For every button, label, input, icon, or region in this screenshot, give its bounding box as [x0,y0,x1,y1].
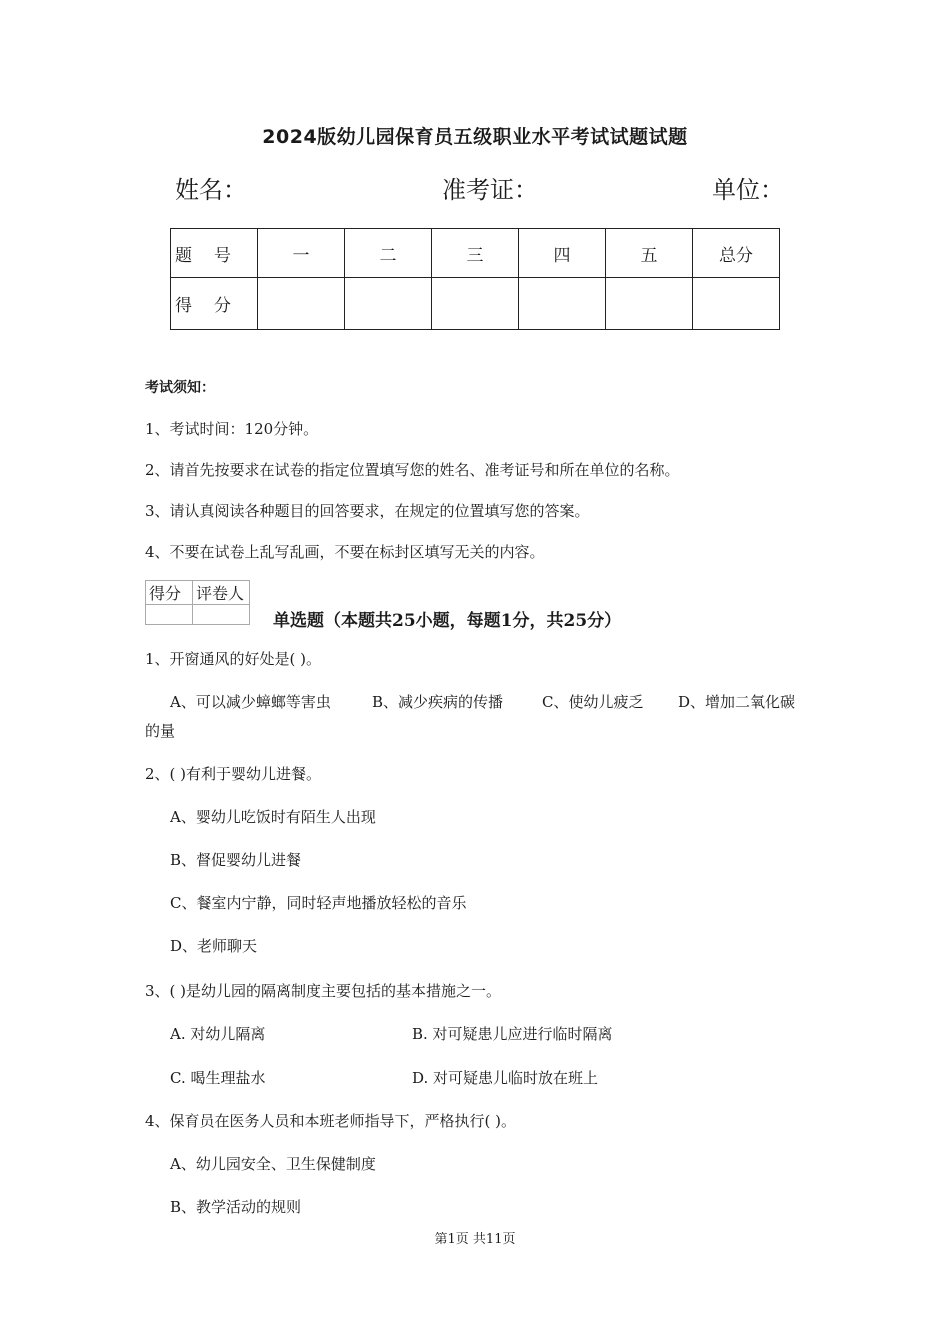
score-cell[interactable] [519,278,606,330]
question-number-label: 题号 [171,229,258,278]
grader-score-cell[interactable] [146,605,193,625]
score-table-score-row [171,278,780,330]
score-column-1: 一 [258,229,345,278]
score-cell[interactable] [258,278,345,330]
score-column-2: 二 [345,229,432,278]
question-option[interactable]: C. 喝生理盐水 [170,1069,266,1087]
question-option[interactable]: A、婴幼儿吃饭时有陌生人出现 [170,808,376,826]
question-option[interactable]: A、可以减少蟑螂等害虫 [170,693,331,711]
score-cell[interactable] [606,278,693,330]
notice-heading: 考试须知： [145,380,215,396]
question-stem: 3、( )是幼儿园的隔离制度主要包括的基本措施之一。 [145,982,502,1000]
unit-field-label: 单位： [712,176,784,204]
score-cell[interactable] [432,278,519,330]
question-option[interactable]: A、幼儿园安全、卫生保健制度 [170,1155,376,1173]
score-column-total: 总分 [693,229,780,278]
question-option[interactable]: D、老师聊天 [170,937,258,955]
question-option[interactable]: D、增加二氧化碳 [678,693,796,711]
score-cell-total[interactable] [693,278,780,330]
score-column-4: 四 [519,229,606,278]
score-column-3: 三 [432,229,519,278]
question-option[interactable]: B、督促婴幼儿进餐 [170,851,302,869]
grader-name-label: 评卷人 [193,581,250,605]
question-stem: 2、( )有利于婴幼儿进餐。 [145,765,322,783]
score-cell[interactable] [345,278,432,330]
question-option[interactable]: A. 对幼儿隔离 [170,1025,266,1043]
score-table-header-row [171,229,780,278]
question-option[interactable]: B、教学活动的规则 [170,1198,302,1216]
grader-score-label: 得分 [146,581,193,605]
score-column-5: 五 [606,229,693,278]
grader-box [145,580,250,625]
option-continuation: 的量 [145,722,176,740]
page-footer: 第1页 共11页 [434,1232,516,1247]
question-option[interactable]: B. 对可疑患儿应进行临时隔离 [412,1025,613,1043]
name-field-label: 姓名： [175,176,247,204]
notice-item: 3、请认真阅读各种题目的回答要求，在规定的位置填写您的答案。 [145,502,590,520]
score-row-label: 得分 [171,278,258,330]
question-option[interactable]: D. 对可疑患儿临时放在班上 [412,1069,599,1087]
question-option[interactable]: C、餐室内宁静，同时轻声地播放轻松的音乐 [170,894,467,912]
notice-item: 2、请首先按要求在试卷的指定位置填写您的姓名、准考证号和所在单位的名称。 [145,461,680,479]
document-title: 2024版幼儿园保育员五级职业水平考试试题试题 [262,126,688,148]
score-table [170,228,780,330]
question-option[interactable]: C、使幼儿疲乏 [542,693,644,711]
question-stem: 1、开窗通风的好处是( )。 [145,650,322,668]
section-title: 单选题（本题共25小题，每题1分，共25分） [273,611,622,631]
exam-number-field-label: 准考证： [442,176,538,204]
grader-name-cell[interactable] [193,605,250,625]
question-stem: 4、保育员在医务人员和本班老师指导下，严格执行( )。 [145,1112,517,1130]
notice-item: 4、不要在试卷上乱写乱画，不要在标封区填写无关的内容。 [145,543,545,561]
question-option[interactable]: B、减少疾病的传播 [372,693,504,711]
notice-item: 1、考试时间：120分钟。 [145,420,319,438]
